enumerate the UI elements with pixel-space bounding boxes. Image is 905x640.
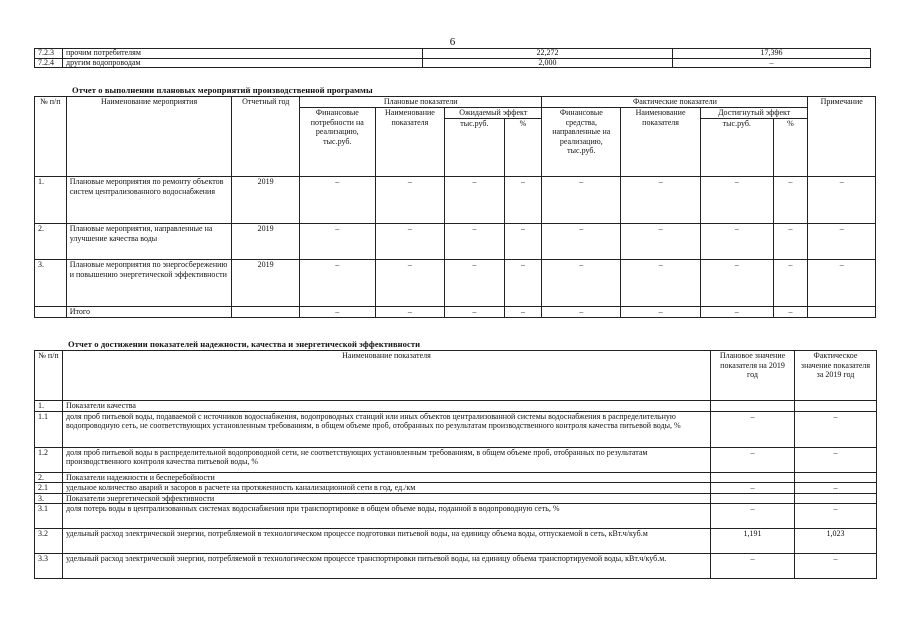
cell-dash: – <box>621 224 701 260</box>
cell-dash: – <box>299 224 375 260</box>
cell-dash: – <box>542 177 621 224</box>
row-fact: 17,396 <box>673 49 871 59</box>
row-number: 2. <box>35 224 67 260</box>
indicator-report-title: Отчет о достижении показателей надежности, качества и энергетической эффективности <box>68 339 421 349</box>
cell-dash: – <box>808 260 876 307</box>
cell-dash: – <box>700 307 773 318</box>
row-fact <box>795 472 877 483</box>
row-name: Плановые мероприятия по энергосбережению и повышению энергетической эффективности <box>66 260 232 307</box>
row-plan: – <box>711 504 795 529</box>
cell-dash: – <box>445 177 504 224</box>
header-name: Наименование мероприятия <box>66 97 232 177</box>
row-fact: – <box>795 447 877 472</box>
row-number: 7.2.3 <box>35 49 63 59</box>
table-row <box>35 58 871 68</box>
header-pct: % <box>504 119 542 177</box>
row-year: 2019 <box>232 260 300 307</box>
row-plan: 1,191 <box>711 529 795 554</box>
header-thous: тыс.руб. <box>445 119 504 177</box>
row-fact: – <box>795 504 877 529</box>
cell-dash: – <box>375 177 445 224</box>
row-name: удельное количество аварий и засоров в расчете на протяженность канализационной сети в год, ед./км <box>63 483 711 494</box>
cell-dash: – <box>445 224 504 260</box>
header-actual: Фактические показатели <box>542 97 808 108</box>
table-row <box>35 49 871 59</box>
header-name: Наименование показателя <box>63 351 711 401</box>
row-number: 3.1 <box>35 504 63 529</box>
cell-dash: – <box>542 224 621 260</box>
row-name: доля проб питьевой воды в распределительной водопроводной сети, не соответствующих установленным требованиям, в общем объеме проб, отобранных по результатам производственного контроля качества питьевой воды, % <box>63 447 711 472</box>
row-number: 3. <box>35 260 67 307</box>
continuation-table <box>34 48 871 68</box>
header-fact: Фактическое значение показателя за 2019 год <box>795 351 877 401</box>
row-number <box>35 307 67 318</box>
table-row <box>35 554 877 579</box>
row-fact: – <box>795 554 877 579</box>
row-fact: – <box>795 411 877 447</box>
table-row <box>35 447 877 472</box>
header-row <box>35 351 877 401</box>
plan-report-table <box>34 96 876 318</box>
row-number: 1. <box>35 177 67 224</box>
header-planned: Плановые показатели <box>299 97 541 108</box>
header-expected-effect: Ожидаемый эффект <box>445 108 542 119</box>
cell-dash: – <box>542 260 621 307</box>
row-name: Показатели надежности и бесперебойности <box>63 472 711 483</box>
row-year <box>232 307 300 318</box>
row-name: Показатели энергетической эффективности <box>63 493 711 504</box>
cell-dash <box>808 307 876 318</box>
header-year: Отчетный год <box>232 97 300 177</box>
row-plan: – <box>711 554 795 579</box>
cell-dash: – <box>299 260 375 307</box>
cell-dash: – <box>621 260 701 307</box>
header-num: № п/п <box>35 351 63 401</box>
cell-dash: – <box>542 307 621 318</box>
row-plan <box>711 493 795 504</box>
row-number: 3.3 <box>35 554 63 579</box>
table-row <box>35 529 877 554</box>
cell-dash: – <box>808 224 876 260</box>
row-number: 1.2 <box>35 447 63 472</box>
header-thous-2: тыс.руб. <box>700 119 773 177</box>
row-fact: 1,023 <box>795 529 877 554</box>
cell-dash: – <box>299 307 375 318</box>
table-row <box>35 411 877 447</box>
page-number: 6 <box>449 36 456 48</box>
row-number: 7.2.4 <box>35 58 63 68</box>
table-row <box>35 472 877 483</box>
row-name: доля проб питьевой воды, подаваемой с источников водоснабжения, водопроводных станций или иных объектов централизованной системы водоснабжения в распределительную водопроводную сеть, не соответствующих установленным требованиям, в общем объеме проб, отобранных по результатам производственного контроля качества питьевой воды, % <box>63 411 711 447</box>
row-name: Плановые мероприятия, направленные на улучшение качества воды <box>66 224 232 260</box>
header-row <box>35 97 876 108</box>
row-name: удельный расход электрической энергии, потребляемой в технологическом процессе транспортировки питьевой воды, на единицу объема транспортируемой воды, кВт.ч/куб.м. <box>63 554 711 579</box>
cell-dash: – <box>504 177 542 224</box>
plan-report-title: Отчет о выполнении плановых мероприятий производственной программы <box>72 85 373 95</box>
row-plan: – <box>711 447 795 472</box>
total-row <box>35 307 876 318</box>
row-plan: – <box>711 483 795 494</box>
row-name: удельный расход электрической энергии, потребляемой в технологическом процессе подготовки питьевой воды, на единицу объема воды, отпускаемой в сеть, кВт.ч/куб.м <box>63 529 711 554</box>
table-row <box>35 401 877 412</box>
row-number: 1. <box>35 401 63 412</box>
cell-dash: – <box>773 177 808 224</box>
header-plan: Плановое значение показателя на 2019 год <box>711 351 795 401</box>
cell-dash: – <box>700 260 773 307</box>
row-number: 2. <box>35 472 63 483</box>
table-row <box>35 493 877 504</box>
cell-dash: – <box>504 260 542 307</box>
row-plan: – <box>711 411 795 447</box>
header-pct-2: % <box>773 119 808 177</box>
cell-dash: – <box>700 224 773 260</box>
row-plan <box>711 401 795 412</box>
table-row <box>35 260 876 307</box>
cell-dash: – <box>773 224 808 260</box>
row-name: Показатели качества <box>63 401 711 412</box>
total-label: Итого <box>66 307 232 318</box>
cell-dash: – <box>299 177 375 224</box>
header-num: № п/п <box>35 97 67 177</box>
row-plan: 2,000 <box>423 58 673 68</box>
header-fin-funds: Финансовые средства, направленные на реализацию, тыс.руб. <box>542 108 621 177</box>
row-fact: – <box>673 58 871 68</box>
table-row <box>35 504 877 529</box>
cell-dash: – <box>773 260 808 307</box>
header-note: Примечание <box>808 97 876 177</box>
row-fact: – <box>795 483 877 494</box>
cell-dash: – <box>375 260 445 307</box>
cell-dash: – <box>504 307 542 318</box>
row-number: 3. <box>35 493 63 504</box>
indicator-report-table <box>34 350 877 579</box>
header-indicator-name: Наименование показателя <box>375 108 445 177</box>
cell-dash: – <box>375 224 445 260</box>
row-plan: 22,272 <box>423 49 673 59</box>
table-row <box>35 483 877 494</box>
row-fact <box>795 493 877 504</box>
row-name: прочим потребителям <box>63 49 423 59</box>
cell-dash: – <box>445 307 504 318</box>
row-name: доля потерь воды в централизованных системах водоснабжения при транспортировке в общем объеме воды, поданной в водопроводную сеть, % <box>63 504 711 529</box>
header-indicator-name-2: Наименование показателя <box>621 108 701 177</box>
row-plan <box>711 472 795 483</box>
row-name: другим водопроводам <box>63 58 423 68</box>
cell-dash: – <box>773 307 808 318</box>
row-year: 2019 <box>232 177 300 224</box>
row-number: 1.1 <box>35 411 63 447</box>
row-fact <box>795 401 877 412</box>
cell-dash: – <box>621 307 701 318</box>
cell-dash: – <box>808 177 876 224</box>
cell-dash: – <box>375 307 445 318</box>
cell-dash: – <box>621 177 701 224</box>
row-number: 3.2 <box>35 529 63 554</box>
cell-dash: – <box>445 260 504 307</box>
cell-dash: – <box>504 224 542 260</box>
row-name: Плановые мероприятия по ремонту объектов систем централизованного водоснабжения <box>66 177 232 224</box>
table-row <box>35 224 876 260</box>
row-year: 2019 <box>232 224 300 260</box>
table-row <box>35 177 876 224</box>
header-fin-need: Финансовые потребности на реализацию, тыс.руб. <box>299 108 375 177</box>
cell-dash: – <box>700 177 773 224</box>
header-achieved-effect: Достигнутый эффект <box>700 108 807 119</box>
row-number: 2.1 <box>35 483 63 494</box>
